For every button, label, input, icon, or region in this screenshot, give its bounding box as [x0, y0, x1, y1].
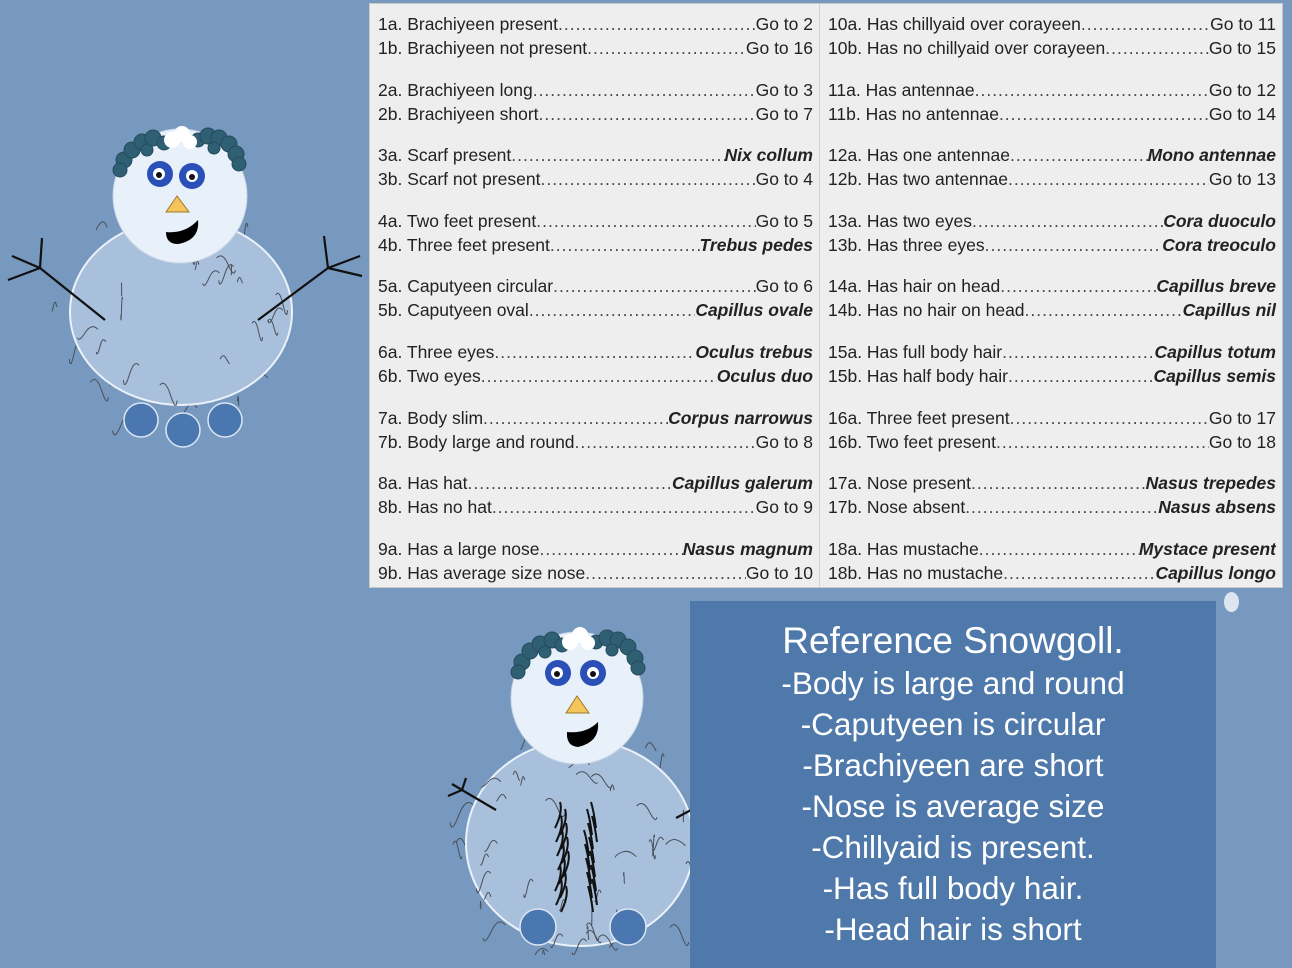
key-leader-dots [985, 233, 1163, 257]
reference-item: -Chillyaid is present. [811, 829, 1095, 865]
key-leader-dots [1025, 298, 1183, 322]
hair-strand [453, 841, 462, 859]
reference-list [690, 663, 1216, 950]
key-condition: 14b. Has no hair on head [828, 300, 1025, 320]
key-condition: 11a. Has antennae [828, 80, 975, 100]
key-species-name: Mono antennae [1147, 145, 1276, 165]
key-condition: 17b. Nose absent [828, 497, 966, 517]
key-goto: Go to 15 [1208, 38, 1276, 58]
key-leader-dots [540, 537, 683, 561]
key-couplet [378, 78, 813, 126]
key-species-name: Oculus trebus [695, 342, 813, 362]
key-goto: Go to 6 [755, 276, 813, 296]
snow-bubble-decoration [1224, 592, 1239, 612]
key-line [378, 298, 813, 322]
key-leader-dots [1010, 143, 1148, 167]
key-leader-dots [529, 298, 696, 322]
hair-strand [483, 922, 505, 941]
key-couplet [828, 537, 1276, 585]
key-condition: 1b. Brachiyeen not present [378, 38, 588, 58]
key-line [378, 430, 813, 454]
reference-item: -Nose is average size [801, 788, 1105, 824]
key-species-name: Mystace present [1138, 539, 1276, 559]
key-line [828, 102, 1276, 126]
key-line [828, 471, 1276, 495]
key-condition: 13b. Has three eyes [828, 235, 985, 255]
key-line [828, 233, 1276, 257]
key-leader-dots [553, 274, 755, 298]
key-line [828, 78, 1276, 102]
key-species-name: Capillus semis [1153, 366, 1276, 386]
key-condition: 4b. Three feet present [378, 235, 550, 255]
key-leader-dots [996, 430, 1209, 454]
key-species-name: Capillus nil [1182, 300, 1276, 320]
key-line [828, 274, 1276, 298]
key-leader-dots [558, 12, 756, 36]
key-leader-dots [585, 561, 746, 585]
key-couplet [378, 406, 813, 454]
key-line [828, 340, 1276, 364]
key-leader-dots [971, 471, 1146, 495]
key-species-name: Capillus longo [1155, 563, 1276, 583]
key-line [378, 537, 813, 561]
key-condition: 7b. Body large and round [378, 432, 575, 452]
key-couplet [828, 78, 1276, 126]
hair-strand [543, 950, 546, 955]
key-species-name: Nasus magnum [682, 539, 813, 559]
key-line [378, 78, 813, 102]
key-goto: Go to 8 [755, 432, 813, 452]
key-line [828, 406, 1276, 430]
key-goto: Go to 10 [745, 563, 813, 583]
key-leader-dots [481, 364, 717, 388]
key-condition: 15a. Has full body hair [828, 342, 1003, 362]
key-condition: 4a. Two feet present [378, 211, 537, 231]
reference-title: Reference Snowgoll. [782, 620, 1124, 661]
key-couplet [378, 471, 813, 519]
key-leader-dots [511, 143, 724, 167]
key-condition: 5a. Caputyeen circular [378, 276, 554, 296]
key-condition: 1a. Brachiyeen present [378, 14, 558, 34]
key-line [378, 495, 813, 519]
key-condition: 2a. Brachiyeen long [378, 80, 533, 100]
key-condition: 12b. Has two antennae [828, 169, 1008, 189]
key-line [828, 12, 1276, 36]
reference-item: -Head hair is short [824, 911, 1082, 947]
key-column-right [820, 4, 1282, 587]
key-couplet [378, 274, 813, 322]
key-couplet [378, 537, 813, 585]
key-goto: Go to 7 [755, 104, 813, 124]
foot-right [208, 403, 242, 437]
key-condition: 15b. Has half body hair [828, 366, 1008, 386]
snowgoll-body [466, 740, 694, 946]
key-couplet [828, 471, 1276, 519]
key-species-name: Capillus totum [1154, 342, 1276, 362]
key-condition: 3b. Scarf not present [378, 169, 541, 189]
key-line [828, 364, 1276, 388]
key-condition: 17a. Nose present [828, 473, 972, 493]
key-line [828, 143, 1276, 167]
key-species-name: Cora treoculo [1162, 235, 1276, 255]
reference-item: -Has full body hair. [822, 870, 1084, 906]
key-species-name: Capillus breve [1156, 276, 1276, 296]
key-condition: 12a. Has one antennae [828, 145, 1010, 165]
key-line [378, 12, 813, 36]
key-line [378, 143, 813, 167]
key-leader-dots [575, 430, 756, 454]
key-leader-dots [1010, 406, 1209, 430]
foot-left [124, 403, 158, 437]
key-line [828, 430, 1276, 454]
key-line [378, 209, 813, 233]
key-leader-dots [965, 495, 1158, 519]
key-condition: 9a. Has a large nose [378, 539, 540, 559]
key-species-name: Nix collum [724, 145, 813, 165]
key-goto: Go to 12 [1208, 80, 1276, 100]
snowgoll-figure-bottom [440, 620, 730, 955]
key-line [378, 274, 813, 298]
key-goto: Go to 2 [755, 14, 813, 34]
key-species-name: Oculus duo [716, 366, 813, 386]
key-couplet [378, 12, 813, 60]
key-goto: Go to 9 [755, 497, 813, 517]
hair-strand [90, 379, 108, 401]
key-goto: Go to 4 [755, 169, 813, 189]
key-leader-dots [533, 78, 756, 102]
key-condition: 9b. Has average size nose [378, 563, 586, 583]
key-line [378, 340, 813, 364]
key-leader-dots [1105, 36, 1209, 60]
key-line [378, 102, 813, 126]
key-condition: 16a. Three feet present [828, 408, 1010, 428]
hair-strand [244, 223, 248, 236]
key-goto: Go to 13 [1208, 169, 1276, 189]
key-couplet [378, 340, 813, 388]
key-leader-dots [468, 471, 672, 495]
key-line [828, 537, 1276, 561]
key-couplet [828, 406, 1276, 454]
key-species-name: Trebus pedes [699, 235, 813, 255]
key-leader-dots [975, 78, 1209, 102]
dichotomous-key [369, 3, 1283, 588]
key-leader-dots [999, 102, 1209, 126]
key-leader-dots [1002, 340, 1154, 364]
key-condition: 13a. Has two eyes [828, 211, 972, 231]
key-condition: 8a. Has hat [378, 473, 468, 493]
key-leader-dots [494, 340, 695, 364]
key-goto: Go to 18 [1208, 432, 1276, 452]
reference-item: -Body is large and round [781, 665, 1125, 701]
key-condition: 14a. Has hair on head [828, 276, 1001, 296]
key-line [378, 406, 813, 430]
key-condition: 7a. Body slim [378, 408, 484, 428]
hair-strand [480, 902, 481, 910]
key-condition: 16b. Two feet present [828, 432, 996, 452]
key-line [378, 167, 813, 191]
reference-panel [690, 601, 1216, 968]
key-leader-dots [540, 167, 755, 191]
key-species-name: Cora duoculo [1163, 211, 1276, 231]
key-couplet [378, 209, 813, 257]
key-goto: Go to 16 [745, 38, 813, 58]
key-condition: 18b. Has no mustache [828, 563, 1004, 583]
key-leader-dots [1008, 167, 1209, 191]
key-leader-dots [539, 102, 756, 126]
key-leader-dots [1008, 364, 1153, 388]
key-line [378, 364, 813, 388]
key-couplet [378, 143, 813, 191]
key-leader-dots [979, 537, 1139, 561]
hair-strand [645, 743, 656, 751]
key-condition: 8b. Has no hat [378, 497, 492, 517]
key-species-name: Nasus absens [1158, 497, 1276, 517]
key-goto: Go to 17 [1208, 408, 1276, 428]
key-goto: Go to 5 [755, 211, 813, 231]
key-couplet [828, 340, 1276, 388]
key-line [378, 233, 813, 257]
key-species-name: Capillus ovale [695, 300, 813, 320]
key-condition: 5b. Caputyeen oval [378, 300, 529, 320]
key-species-name: Corpus narrowus [668, 408, 813, 428]
key-line [828, 298, 1276, 322]
key-species-name: Nasus trepedes [1145, 473, 1276, 493]
foot-middle [166, 413, 200, 447]
snowgoll-figure-top [0, 120, 370, 460]
key-leader-dots [1003, 561, 1155, 585]
hair-strand [52, 302, 57, 311]
key-condition: 2b. Brachiyeen short [378, 104, 539, 124]
key-leader-dots [972, 209, 1163, 233]
key-goto: Go to 3 [755, 80, 813, 100]
foot-left [520, 909, 556, 945]
key-line [828, 561, 1276, 585]
key-species-name: Capillus galerum [671, 473, 813, 493]
hair-strand [96, 222, 107, 230]
key-line [828, 36, 1276, 60]
key-condition: 11b. Has no antennae [828, 104, 999, 124]
key-condition: 18a. Has mustache [828, 539, 979, 559]
key-goto: Go to 14 [1208, 104, 1276, 124]
key-condition: 6b. Two eyes [378, 366, 481, 386]
key-condition: 10b. Has no chillyaid over corayeen [828, 38, 1106, 58]
key-couplet [828, 12, 1276, 60]
key-couplet [828, 274, 1276, 322]
hair-strand [238, 396, 239, 405]
key-leader-dots [483, 406, 668, 430]
key-column-left [370, 4, 820, 587]
key-couplet [828, 209, 1276, 257]
key-leader-dots [587, 36, 746, 60]
key-condition: 3a. Scarf present [378, 145, 512, 165]
reference-item: -Brachiyeen are short [802, 747, 1104, 783]
key-line [828, 209, 1276, 233]
key-leader-dots [492, 495, 756, 519]
key-line [378, 471, 813, 495]
key-line [828, 495, 1276, 519]
key-couplet [828, 143, 1276, 191]
key-goto: Go to 11 [1210, 14, 1276, 34]
hair-strand [670, 925, 689, 946]
key-leader-dots [1081, 12, 1210, 36]
key-condition: 6a. Three eyes [378, 342, 495, 362]
key-line [378, 36, 813, 60]
foot-right [610, 909, 646, 945]
key-condition: 10a. Has chillyaid over corayeen [828, 14, 1081, 34]
key-leader-dots [1000, 274, 1156, 298]
reference-item: -Caputyeen is circular [800, 706, 1106, 742]
key-leader-dots [550, 233, 700, 257]
key-leader-dots [536, 209, 755, 233]
key-line [828, 167, 1276, 191]
key-line [378, 561, 813, 585]
